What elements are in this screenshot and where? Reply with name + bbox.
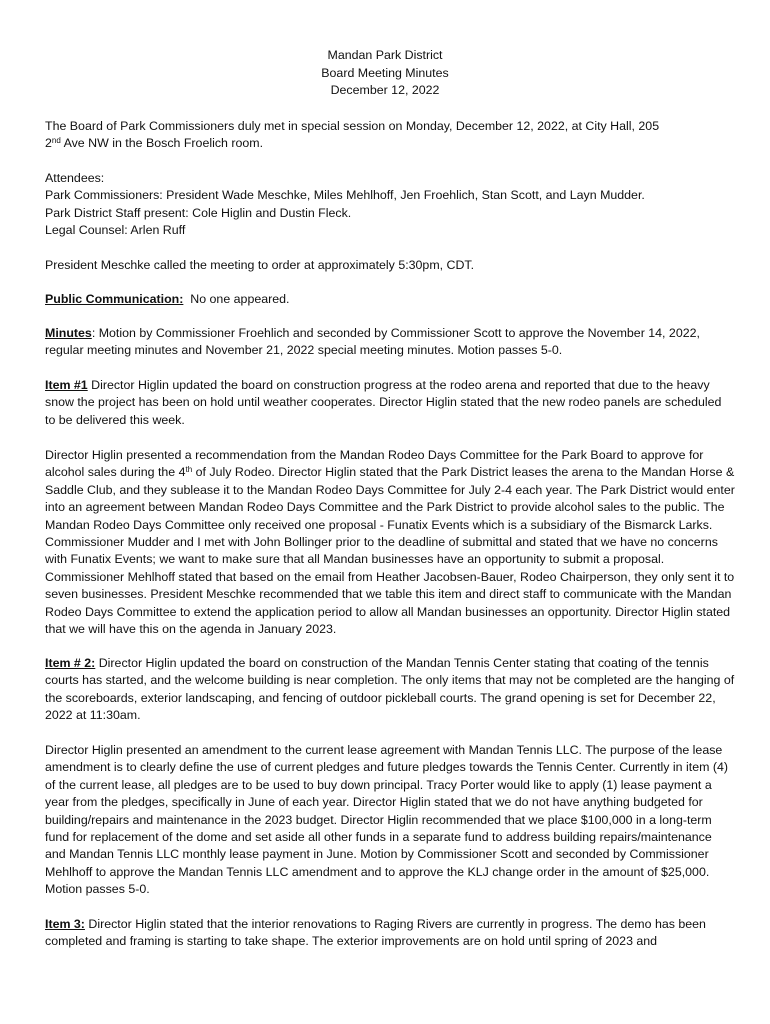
- attendees-paragraph: [45, 170, 735, 240]
- item-1-text: Director Higlin updated the board on construction progress at the rodeo arena and reported that due to the heavy snow the project has been on hold until weather cooperates. Director Higlin stated that the new rodeo panels are scheduled to be delivered this week.: [45, 378, 722, 427]
- document-title: Board Meeting Minutes: [321, 65, 449, 80]
- item-3-heading: Item 3:: [45, 917, 85, 931]
- attendees-commissioners: Park Commissioners: President Wade Meschke, Miles Mehlhoff, Jen Froehlich, Stan Scott, and Layn Mudder.: [45, 188, 645, 203]
- item-2-paragraph: [45, 655, 735, 725]
- item-2-lease-paragraph: Director Higlin presented an amendment to the current lease agreement with Mandan Tennis LLC. The purpose of the lease amendment is to clearly define the use of current pledges and future pledges towards the Tennis Center. Currently in item (4) of the current lease, all pledges are to be used to buy down principal. Tracy Porter would like to apply (1) lease payment a year from the pledges, specifically in June of each year. Director Higlin stated that we do not have anything budgeted for building/repairs and maintenance in the 2023 budget. Director Higlin recommended that we place $100,000 in a long-term fund for replacement of the dome and set aside all other funds in a separate fund to address building repairs/maintenance and Mandan Tennis LLC monthly lease payment in June. Motion by Commissioner Scott and seconded by Commissioner Mehlhoff to approve the Mandan Tennis LLC amendment and to approve the KLJ change order in the amount of $25,000. Motion passes 5-0.: [45, 743, 729, 897]
- attendees-staff: Park District Staff present: Cole Higlin and Dustin Fleck.: [45, 205, 352, 220]
- call-to-order-paragraph: President Meschke called the meeting to order at approximately 5:30pm, CDT.: [45, 258, 475, 272]
- item-2-text: Director Higlin updated the board on construction of the Mandan Tennis Center stating that coating of the tennis courts has started, and the welcome building is near completion. The only items that may not be completed are the hanging of the scoreboards, exterior landscaping, and fencing of outdoor pickleball courts. The grand opening is set for December 22, 2022 at 11:30am.: [45, 656, 735, 723]
- item-2-heading: Item # 2:: [45, 656, 96, 670]
- intro-line-2: [45, 135, 735, 152]
- meeting-date: December 12, 2022: [330, 83, 440, 98]
- intro-line-2-post: Ave NW in the Bosch Froelich room.: [60, 136, 264, 151]
- public-communication-heading: Public Communication:: [45, 292, 184, 306]
- item-3-paragraph: [45, 916, 735, 951]
- minutes-paragraph: [45, 325, 735, 360]
- document-header: [0, 47, 770, 100]
- item-1-alcohol-paragraph: [45, 447, 735, 638]
- public-communication-text: No one appeared.: [183, 292, 290, 306]
- minutes-text: : Motion by Commissioner Froehlich and seconded by Commissioner Scott to approve the November 14, 2022, regular meeting minutes and November 21, 2022 special meeting minutes. Motion passes 5-0.: [45, 326, 700, 358]
- attendees-legal: Legal Counsel: Arlen Ruff: [45, 223, 186, 238]
- attendees-label: Attendees:: [45, 171, 105, 185]
- organization-name: Mandan Park District: [327, 48, 443, 62]
- item-3-text: Director Higlin stated that the interior renovations to Raging Rivers are currently in progress. The demo has been completed and framing is starting to take shape. The exterior improvements are on hold until spring of 2023 and: [45, 917, 706, 949]
- item-1-para2-pre: Director Higlin presented a recommendation from the Mandan Rodeo Days Committee for the Park Board to approve for alcohol sales during the 4: [45, 448, 704, 480]
- intro-line-1: The Board of Park Commissioners duly met in special session on Monday, December 12, 2022, at City Hall, 205: [45, 119, 660, 133]
- minutes-heading: Minutes: [45, 326, 92, 340]
- intro-line-2-pre: 2: [45, 136, 52, 151]
- item-1-heading: Item #1: [45, 378, 88, 392]
- intro-superscript: nd: [51, 136, 61, 146]
- intro-paragraph: [45, 118, 735, 153]
- public-communication-paragraph: [45, 291, 735, 308]
- item-1-superscript: th: [185, 465, 193, 475]
- item-1-paragraph: [45, 377, 735, 429]
- item-1-para2-post: of July Rodeo. Director Higlin stated that the Park District leases the arena to the Mandan Horse & Saddle Club, and they sublease it to the Mandan Rodeo Days Committee for July 2-4 each year. The Park District would enter into an agreement between Mandan Rodeo Days Committee and the Park District to provide alcohol sales to the public. The Mandan Rodeo Days Committee only received one proposal - Funatix Events which is a subsidiary of the Bismarck Larks. Commissioner Mudder and I met with John Bollinger prior to the deadline of submittal and stated that we have no concerns with Funatix Events; we want to make sure that all Mandan businesses have an opportunity to submit a proposal. Commissioner Mehlhoff stated that based on the email from Heather Jacobsen-Bauer, Rodeo Chairperson, they only sent it to seven businesses. President Meschke recommended that we table this item and direct staff to communicate with the Mandan Rodeo Days Committee to extend the application period to allow all Mandan businesses an opportunity. Director Higlin stated that we will have this on the agenda in January 2023.: [45, 465, 735, 637]
